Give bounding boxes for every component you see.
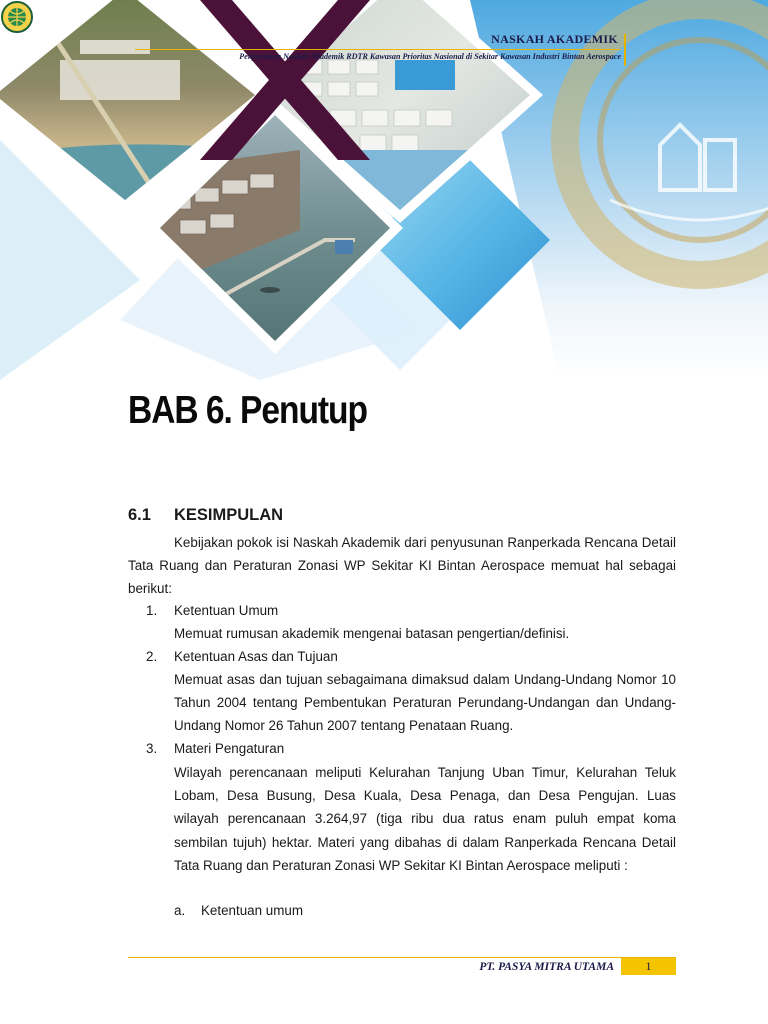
list-item-2 [146, 646, 338, 669]
list-item-title: Ketentuan Umum [174, 603, 279, 618]
list-item-title: Ketentuan Asas dan Tujuan [174, 649, 338, 664]
chapter-title: BAB 6. Penutup [128, 389, 367, 432]
list-item-body: Memuat asas dan tujuan sebagaimana dimaksud dalam Undang-Undang Nomor 10 Tahun 2004 tentang Pembentukan Peraturan Perundang-Undangan dan Undang-Undang Nomor 26 Tahun 2007 tentang Penataan Ruang. [174, 672, 676, 733]
cover-banner [0, 0, 768, 380]
footer-company: PT. PASYA MITRA UTAMA [479, 961, 614, 973]
intro-text: Kebijakan pokok isi Naskah Akademik dari penyusunan Ranperkada Rencana Detail Tata Ruang dan Peraturan Zonasi WP Sekitar KI Bintan Aerospace memuat hal sebagai berikut: [128, 535, 676, 596]
list-item-1 [146, 600, 278, 623]
list-item-number: 1. [146, 603, 158, 618]
sub-list-item-letter: a. [174, 903, 186, 918]
footer-rule [128, 957, 676, 958]
sub-list-item-a [174, 900, 303, 923]
header-subtitle: Penyusunan Naskah Akademik RDTR Kawasan Prioritas Nasional di Sekitar Kawasan Industri Bintan Aerospace [239, 52, 621, 61]
ministry-emblem-icon [0, 0, 34, 34]
list-item-body: Memuat rumusan akademik mengenai batasan pengertian/definisi. [174, 626, 570, 641]
list-item-body: Wilayah perencanaan meliputi Kelurahan Tanjung Uban Timur, Kelurahan Teluk Lobam, Desa Busung, Desa Kuala, Desa Penaga, dan Desa Pengujan. Luas wilayah perencanaan 3.264,97 (tiga ribu dua ratus enam puluh empat koma sembilan tujuh) hektar. Materi yang dibahas di dalam Ranperkada Rencana Detail Tata Ruang dan Peraturan Zonasi WP Sekitar KI Bintan Aerospace meliputi : [174, 765, 676, 873]
section-number: 6.1 [128, 506, 151, 524]
section-title: KESIMPULAN [174, 506, 284, 524]
section-heading [128, 506, 283, 525]
page-number: 1 [621, 958, 676, 975]
sub-list-item-title: Ketentuan umum [201, 903, 303, 918]
list-item-number: 3. [146, 741, 158, 756]
list-item-title: Materi Pengaturan [174, 741, 285, 756]
header-rule [135, 49, 621, 50]
header-title: NASKAH AKADEMIK [491, 32, 618, 46]
intro-paragraph [128, 532, 676, 600]
list-item-3 [146, 738, 284, 761]
header-divider [624, 34, 626, 66]
list-item-number: 2. [146, 649, 158, 664]
